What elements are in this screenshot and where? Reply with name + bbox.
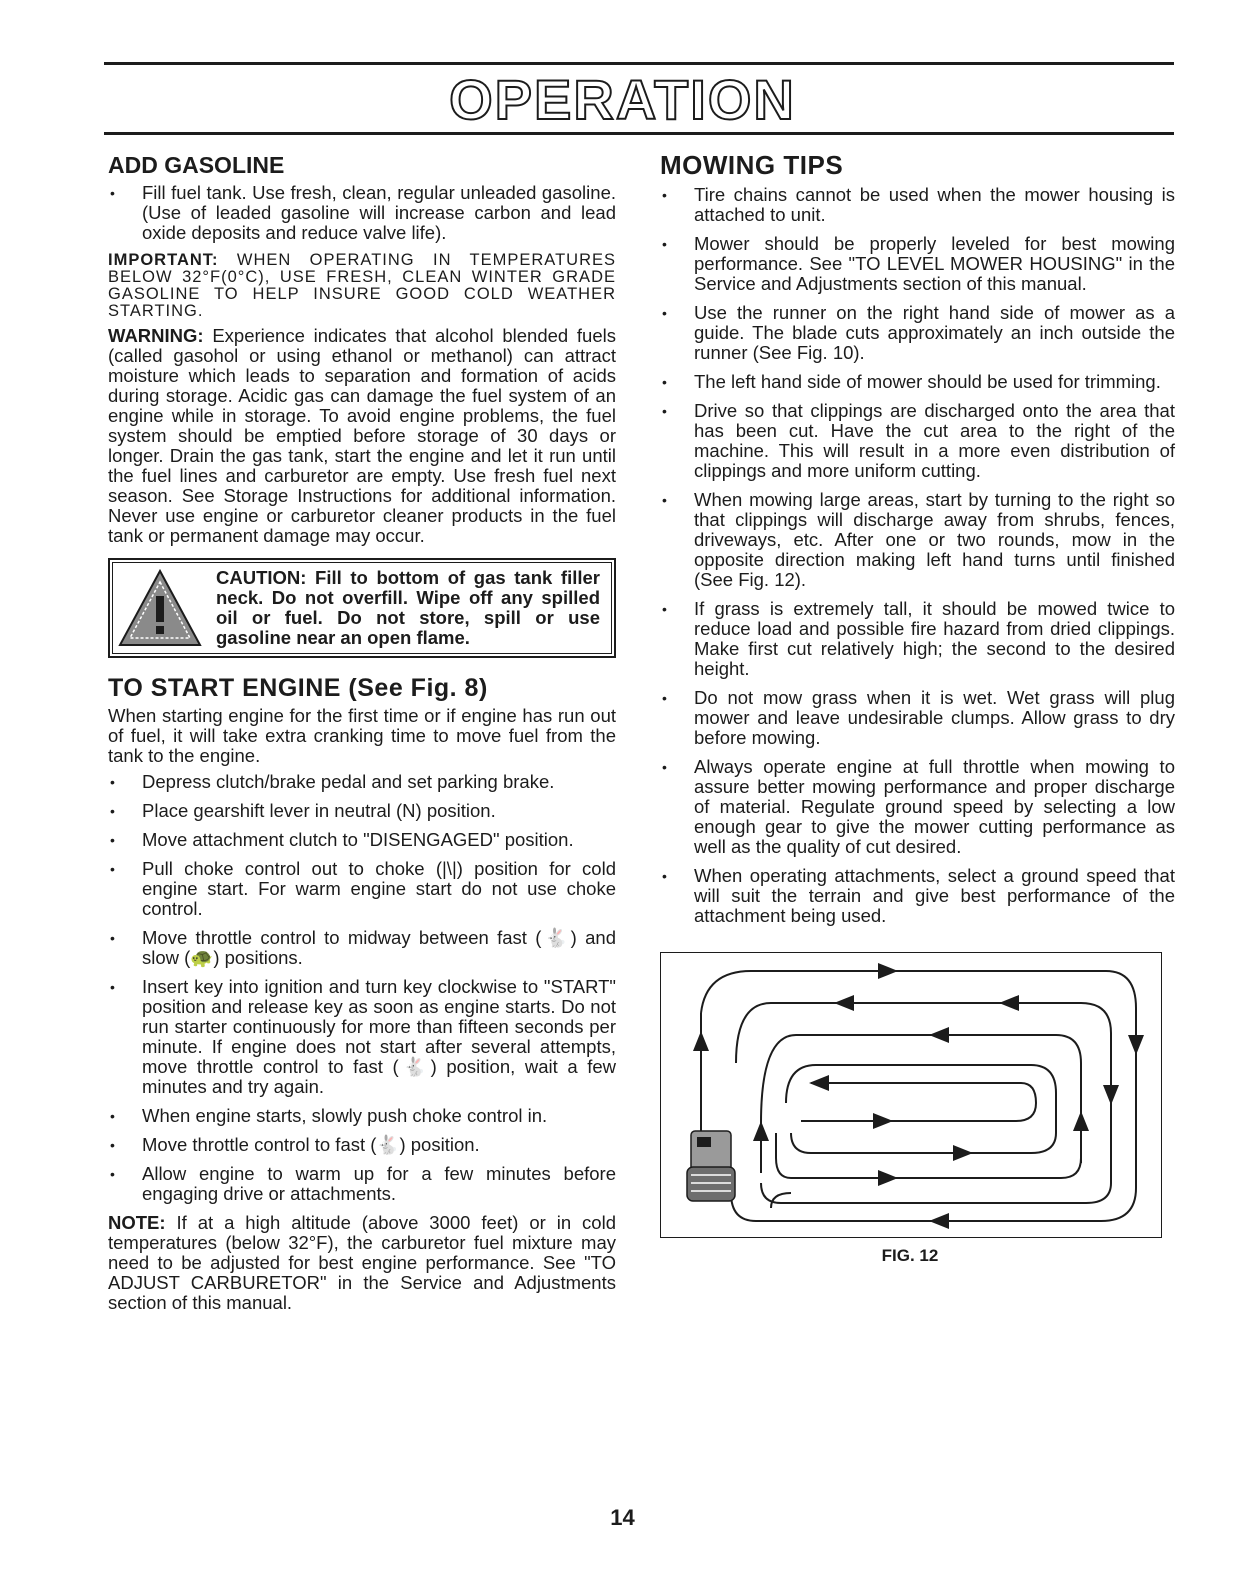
list-item: • When engine starts, slowly push choke control in.	[110, 1105, 548, 1126]
note-text: If at a high altitude (above 3000 feet) or in cold temperatures (below 32°F), the carburetor fuel mixture may need to be adjusted for best engine performance. See "TO ADJUST CARBURETOR" in the Service and Adjustments section of this manual.	[108, 1212, 616, 1313]
list-item: • Place gearshift lever in neutral (N) position.	[110, 800, 496, 821]
warning-triangle-icon	[118, 568, 202, 648]
start-engine-section	[108, 674, 616, 1313]
note-paragraph	[108, 1213, 616, 1313]
page-number: 14	[610, 1505, 635, 1530]
list-item: • If grass is extremely tall, it should be mowed twice to reduce load and possible fire hazard from dried clippings. Make first cut relatively high; the second to the desired height.	[662, 598, 1175, 679]
list-item: • Move attachment clutch to "DISENGAGED" position.	[110, 829, 574, 850]
right-column	[660, 150, 1175, 1266]
add-gasoline-list	[108, 183, 616, 243]
caution-text: CAUTION: Fill to bottom of gas tank filler neck. Do not overfill. Wipe off any spilled oil or fuel. Do not store, spill or use gasoline near an open flame.	[216, 567, 600, 648]
top-rule	[104, 62, 1174, 65]
list-item: • Mower should be properly leveled for best mowing performance. See "TO LEVEL MOWER HOUSING" in the Service and Adjustments section of this manual.	[662, 233, 1175, 294]
bullet-icon: •	[110, 979, 115, 995]
important-note	[108, 252, 616, 320]
bullet-icon: •	[110, 1137, 115, 1153]
mowing-tips-heading: MOWING TIPS	[660, 150, 844, 180]
add-gasoline-heading: ADD GASOLINE	[108, 152, 285, 178]
figure-12	[660, 952, 1162, 1238]
bullet-icon: •	[110, 930, 115, 946]
mowing-tips-list	[660, 185, 1175, 926]
list-item: • Move throttle control to midway between fast (🐇) and slow (🐢) positions.	[110, 927, 616, 968]
start-engine-intro: When starting engine for the first time or if engine has run out of fuel, it will take extra cranking time to move fuel from the tank to the engine.	[108, 705, 616, 766]
list-item: • Pull choke control out to choke (|\|) position for cold engine start. For warm engine start do not use choke control.	[110, 858, 616, 919]
figure-caption: FIG. 12	[881, 1246, 939, 1265]
list-item: • Do not mow grass when it is wet. Wet grass will plug mower and leave undesirable clumps. Allow grass to dry before mowing.	[662, 687, 1175, 748]
list-item: • Tire chains cannot be used when the mower housing is attached to unit.	[662, 184, 1175, 225]
bullet-icon: •	[110, 1108, 115, 1124]
riding-mower-icon	[687, 1131, 735, 1201]
bullet-icon: •	[662, 305, 667, 321]
bullet-icon: •	[110, 185, 115, 201]
bullet-icon: •	[110, 803, 115, 819]
page-title: OPERATION	[449, 68, 796, 131]
mowing-pattern-diagram	[661, 953, 1161, 1237]
caution-box	[108, 558, 616, 658]
list-item: • Always operate engine at full throttle when mowing to assure better mowing performance and proper discharge of material. Regulate ground speed by selecting a low enough gear to give the mower cutting performance as well as the quality of cut desired.	[662, 756, 1175, 857]
bullet-icon: •	[662, 690, 667, 706]
bullet-icon: •	[662, 868, 667, 884]
title-rule	[104, 132, 1174, 135]
bullet-icon: •	[662, 374, 667, 390]
bullet-icon: •	[662, 759, 667, 775]
list-item: • When mowing large areas, start by turning to the right so that clippings will discharge away from shrubs, fences, driveways, etc. After one or two rounds, mow in the opposite direction making left hand turns until finished (See Fig. 12).	[662, 489, 1175, 590]
bullet-icon: •	[110, 832, 115, 848]
bullet-icon: •	[662, 236, 667, 252]
list-item: • Drive so that clippings are discharged onto the area that has been cut. Have the cut area to the right of the machine. This will result in a more even distribution of clippings and more uniform cutting.	[662, 400, 1175, 481]
bullet-icon: •	[662, 187, 667, 203]
bullet-icon: •	[110, 1166, 115, 1182]
list-item: • Fill fuel tank. Use fresh, clean, regular unleaded gasoline. (Use of leaded gasoline will increase carbon and lead oxide deposits and reduce valve life).	[110, 182, 616, 243]
bullet-icon: •	[662, 403, 667, 419]
list-item: • When operating attachments, select a ground speed that will suit the terrain and give best performance of the attachment being used.	[662, 865, 1175, 926]
important-text: WHEN OPERATING IN TEMPERATURES BELOW 32°F(0°C), USE FRESH, CLEAN WINTER GRADE GASOLINE TO HELP INSURE GOOD COLD WEATHER STARTING.	[108, 251, 616, 320]
note-label: NOTE:	[108, 1212, 166, 1233]
list-item: • Insert key into ignition and turn key clockwise to "START" position and release key as soon as engine starts. Do not run starter continuously for more than fifteen seconds per minute. If engine does not start after several attempts, move throttle control to fast (🐇) position, wait a few minutes and try again.	[110, 976, 616, 1097]
bullet-icon: •	[110, 774, 115, 790]
start-engine-heading: TO START ENGINE (See Fig. 8)	[108, 674, 488, 702]
list-item: • The left hand side of mower should be used for trimming.	[662, 371, 1161, 392]
list-item: • Depress clutch/brake pedal and set parking brake.	[110, 771, 555, 792]
list-item: • Move throttle control to fast (🐇) position.	[110, 1134, 480, 1155]
left-column	[108, 152, 616, 1319]
warning-text: Experience indicates that alcohol blended fuels (called gasohol or using ethanol or methanol) can attract moisture which leads to separation and formation of acids during storage. Acidic gas can damage the fuel system of an engine while in storage. To avoid engine problems, the fuel system should be emptied before storage of 30 days or longer. Drain the gas tank, start the engine and let it run until the fuel lines and carburetor are empty. Use fresh fuel next season. See Storage Instructions for additional information. Never use engine or carburetor cleaner products in the fuel tank or permanent damage may occur.	[108, 325, 616, 546]
warning-label: WARNING:	[108, 325, 204, 346]
list-item: • Allow engine to warm up for a few minutes before engaging drive or attachments.	[110, 1163, 616, 1204]
list-item: • Use the runner on the right hand side of mower as a guide. The blade cuts approximately an inch outside the runner (See Fig. 10).	[662, 302, 1175, 363]
important-label: IMPORTANT:	[108, 251, 219, 269]
warning-paragraph	[108, 326, 616, 546]
start-engine-steps	[108, 772, 616, 1204]
bullet-icon: •	[662, 601, 667, 617]
bullet-icon: •	[662, 492, 667, 508]
add-gasoline-section	[108, 152, 616, 658]
bullet-icon: •	[110, 861, 115, 877]
